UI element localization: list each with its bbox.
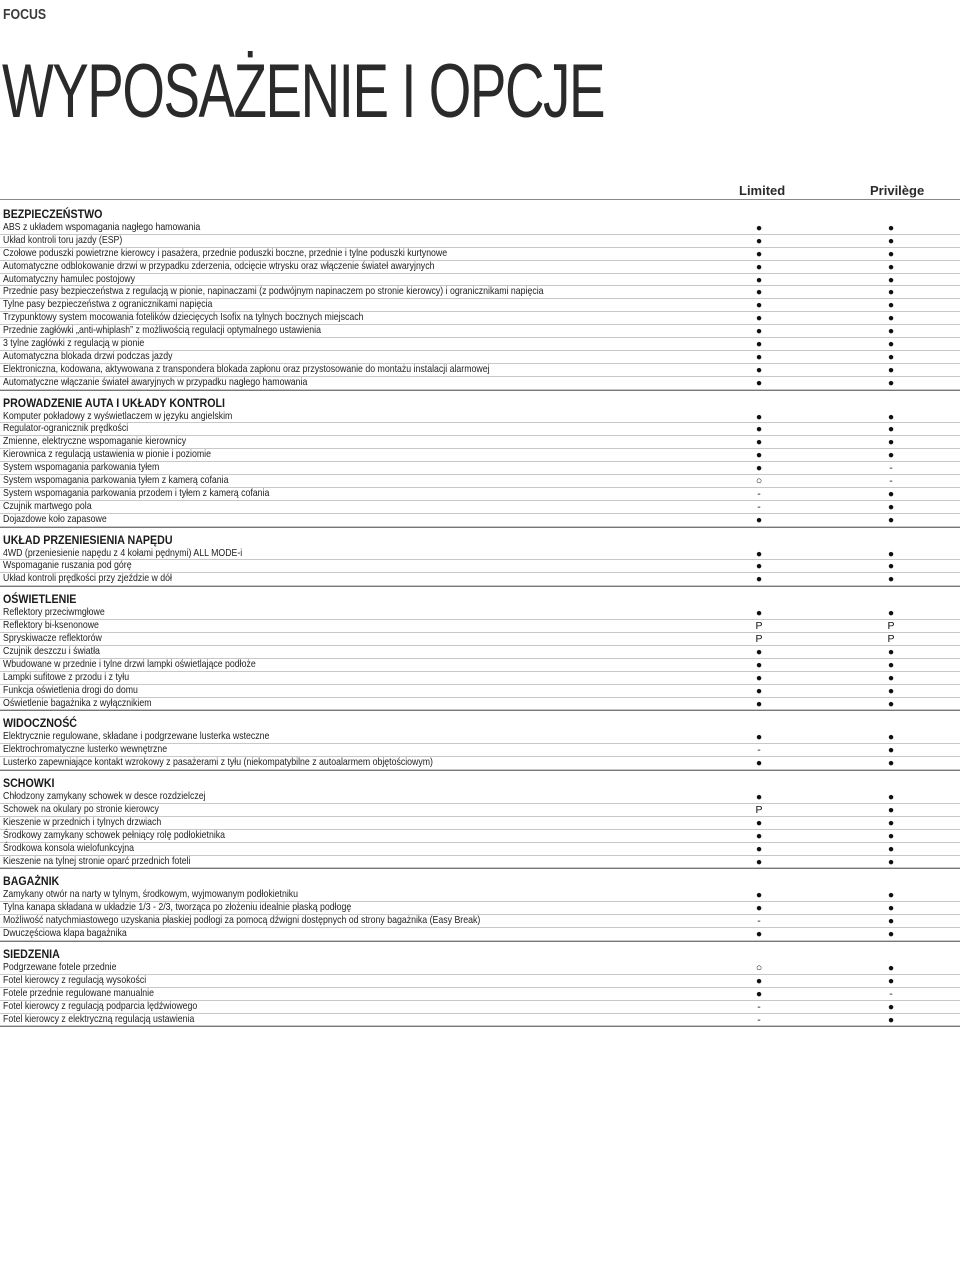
row-label: Wbudowane w przednie i tylne drzwi lampki oświetlające podłoże [3, 658, 256, 670]
limited-value: - [757, 1013, 761, 1026]
table-row [0, 274, 960, 287]
row-label: Schowek na okulary po stronie kierowcy [3, 803, 159, 815]
section [0, 532, 960, 588]
limited-value: ● [755, 222, 763, 234]
row-label: Lusterko zapewniające kontakt wzrokowy z pasażerami z tyłu (niekompatybilne z autoalarmem objętościowym) [3, 757, 433, 769]
row-label: Elektroniczna, kodowana, aktywowana z transpondera blokada zapłonu oraz przystosowanie do montażu instalacji alarmowej [3, 363, 490, 375]
privilege-value: ● [887, 273, 895, 286]
row-label: Funkcja oświetlenia drogi do domu [3, 684, 138, 696]
row-label: Automatyczna blokada drzwi podczas jazdy [3, 350, 173, 362]
table-row [0, 501, 960, 514]
privilege-value: ● [887, 889, 895, 902]
privilege-value: ● [887, 436, 895, 449]
limited-value: ● [755, 260, 763, 273]
section-divider [0, 390, 960, 391]
privilege-value: - [889, 462, 893, 475]
privilege-value: ● [887, 671, 895, 684]
column-header-privilege: Privilège [870, 183, 925, 198]
section-title-text: WIDOCZNOŚĆ [3, 716, 78, 731]
privilege-value: ● [887, 928, 895, 941]
table-row [0, 804, 960, 817]
row-label: Przednie zagłówki „anti-whiplash” z możliwością regulacji optymalnego ustawienia [3, 325, 321, 337]
privilege-value: ● [887, 286, 895, 299]
limited-value: P [755, 620, 763, 633]
privilege-value: ● [887, 902, 895, 915]
table-row [0, 889, 960, 902]
table-row [0, 560, 960, 573]
section [0, 206, 960, 391]
column-header-limited: Limited [739, 183, 786, 198]
row-label: Elektrochromatyczne lusterko wewnętrzne [3, 744, 168, 756]
privilege-value: ● [887, 500, 895, 513]
section-title-text: SCHOWKI [3, 776, 55, 791]
row-label: Elektrycznie regulowane, składane i podgrzewane lusterka wsteczne [3, 731, 270, 743]
table-row [0, 449, 960, 462]
section-divider [0, 941, 960, 942]
table-row [0, 222, 960, 235]
limited-value: ● [755, 731, 763, 744]
limited-value: ● [755, 816, 763, 829]
limited-value: ● [755, 410, 763, 423]
row-label: Układ kontroli prędkości przy zjeździe w dół [3, 573, 172, 585]
row-label: Czujnik martwego pola [3, 500, 92, 512]
row-label: Tylne pasy bezpieczeństwa z ogranicznikami napięcia [3, 299, 213, 311]
privilege-value: ● [887, 312, 895, 325]
limited-value: ● [755, 376, 763, 389]
row-label: Czujnik deszczu i światła [3, 645, 100, 657]
limited-value: ● [755, 902, 763, 915]
privilege-value: ● [887, 299, 895, 312]
row-label: Fotele przednie regulowane manualnie [3, 987, 154, 999]
table-row [0, 830, 960, 843]
table-row [0, 351, 960, 364]
row-label: Regulator-ogranicznik prędkości [3, 423, 129, 435]
limited-value: ● [755, 363, 763, 376]
privilege-value: ● [887, 449, 895, 462]
section [0, 775, 960, 869]
limited-value: ● [755, 842, 763, 855]
section [0, 873, 960, 942]
limited-value: ● [755, 928, 763, 941]
table-row [0, 423, 960, 436]
row-label: Kieszenie w przednich i tylnych drzwiach [3, 816, 162, 828]
privilege-value: ● [887, 338, 895, 351]
privilege-value: ● [887, 816, 895, 829]
limited-value: - [757, 487, 761, 500]
section-divider [0, 1026, 960, 1027]
row-label: Fotel kierowcy z regulacją podparcia lędźwiowego [3, 1000, 198, 1012]
limited-value: ● [755, 791, 763, 804]
row-label: Trzypunktowy system mocowania fotelików dziecięcych Isofix na tylnych bocznych miejscach [3, 312, 364, 324]
privilege-value: ● [887, 791, 895, 804]
limited-value: - [757, 915, 761, 928]
row-label: Automatyczne odblokowanie drzwi w przypadku zderzenia, odcięcie wtrysku oraz włączenie świateł awaryjnych [3, 260, 435, 272]
section-title-text: PROWADZENIE AUTA I UKŁADY KONTROLI [3, 395, 226, 410]
table-row [0, 377, 960, 390]
row-label: Kieszenie na tylnej stronie oparć przednich foteli [3, 855, 191, 867]
row-label: Reflektory przeciwmgłowe [3, 607, 105, 619]
limited-value: ● [755, 855, 763, 868]
section-divider [0, 527, 960, 528]
row-label: Środkowy zamykany schowek pełniący rolę podłokietnika [3, 829, 226, 841]
section-divider [0, 586, 960, 587]
limited-value: ● [755, 286, 763, 299]
row-label: System wspomagania parkowania przodem i tyłem z kamerą cofania [3, 487, 270, 499]
limited-value: ● [755, 684, 763, 697]
table-row [0, 791, 960, 804]
limited-value: ● [755, 234, 763, 247]
table-row [0, 698, 960, 711]
table-row [0, 659, 960, 672]
limited-value: ● [755, 560, 763, 573]
table-row [0, 248, 960, 261]
privilege-value: ● [887, 513, 895, 526]
row-label: 4WD (przeniesienie napędu z 4 kołami pędnymi) ALL MODE-i [3, 547, 243, 559]
limited-value: ● [755, 273, 763, 286]
section-title [0, 946, 960, 962]
privilege-value: ● [887, 234, 895, 247]
table-row [0, 548, 960, 561]
limited-value: ● [755, 645, 763, 658]
table-row [0, 843, 960, 856]
equipment-table [0, 202, 960, 1027]
row-label: Spryskiwacze reflektorów [3, 633, 102, 645]
section-title-text: BAGAŻNIK [3, 874, 60, 889]
section-divider [0, 770, 960, 771]
table-row [0, 607, 960, 620]
table-row [0, 299, 960, 312]
privilege-value: ● [887, 363, 895, 376]
limited-value: ○ [755, 961, 763, 974]
privilege-value: ● [887, 247, 895, 260]
limited-value: ● [755, 449, 763, 462]
privilege-value: ● [887, 855, 895, 868]
limited-value: ● [755, 312, 763, 325]
table-row [0, 514, 960, 527]
privilege-value: ● [887, 645, 895, 658]
section-title [0, 206, 960, 222]
table-row [0, 928, 960, 941]
table-row [0, 757, 960, 770]
privilege-value: ● [887, 487, 895, 500]
limited-value: ● [755, 573, 763, 586]
row-label: Chłodzony zamykany schowek w desce rozdzielczej [3, 791, 206, 803]
privilege-value: ● [887, 607, 895, 620]
limited-value: ● [755, 350, 763, 363]
limited-value: ● [755, 436, 763, 449]
limited-value: - [757, 744, 761, 757]
privilege-value: ● [887, 350, 895, 363]
row-label: Czołowe poduszki powietrzne kierowcy i pasażera, przednie poduszki boczne, przednie i tylne poduszki kurtynowe [3, 247, 448, 259]
row-label: Układ kontroli toru jazdy (ESP) [3, 234, 123, 246]
privilege-value: ● [887, 376, 895, 389]
section-title [0, 532, 960, 548]
limited-value: ● [755, 547, 763, 560]
table-row [0, 364, 960, 377]
limited-value: ● [755, 325, 763, 338]
table-row [0, 338, 960, 351]
limited-value: ● [755, 671, 763, 684]
row-label: Zmienne, elektryczne wspomaganie kierownicy [3, 436, 187, 448]
privilege-value: ● [887, 915, 895, 928]
limited-value: ● [755, 889, 763, 902]
limited-value: ● [755, 607, 763, 620]
section [0, 395, 960, 528]
row-label: Lampki sufitowe z przodu i z tyłu [3, 671, 130, 683]
row-label: Komputer pokładowy z wyświetlaczem w języku angielskim [3, 410, 233, 422]
limited-value: ● [755, 299, 763, 312]
table-row [0, 856, 960, 869]
section-title [0, 873, 960, 889]
row-label: Tylna kanapa składana w układzie 1/3 - 2/3, tworząca po złożeniu idealnie płaską podłogę [3, 902, 352, 914]
table-row [0, 475, 960, 488]
privilege-value: ● [887, 974, 895, 987]
row-label: Automatyczny hamulec postojowy [3, 273, 135, 285]
row-label: Automatyczne włączanie świateł awaryjnych w przypadku nagłego hamowania [3, 376, 308, 388]
table-row [0, 411, 960, 424]
section-title [0, 395, 960, 411]
limited-value: ● [755, 829, 763, 842]
section-title-text: OŚWIETLENIE [3, 592, 77, 607]
table-row [0, 312, 960, 325]
privilege-value: ● [887, 260, 895, 273]
row-label: Możliwość natychmiastowego uzyskania płaskiej podłogi za pomocą dźwigni dostępnych od strony bagażnika (Easy Break) [3, 915, 481, 927]
row-label: Wspomaganie ruszania pod górę [3, 560, 132, 572]
header-divider [0, 199, 960, 200]
privilege-value: ● [887, 1000, 895, 1013]
table-row [0, 573, 960, 586]
table-row [0, 1001, 960, 1014]
table-row [0, 817, 960, 830]
row-label: 3 tylne zagłówki z regulacją w pionie [3, 338, 145, 350]
limited-value: ● [755, 338, 763, 351]
privilege-value: - [889, 475, 893, 488]
table-row [0, 261, 960, 274]
section-title-text: SIEDZENIA [3, 946, 60, 961]
privilege-value: ● [887, 842, 895, 855]
section [0, 715, 960, 771]
limited-value: ○ [755, 475, 763, 488]
row-label: ABS z układem wspomagania nagłego hamowania [3, 222, 201, 233]
brand-label: FOCUS [3, 7, 47, 23]
row-label: Oświetlenie bagażnika z wyłącznikiem [3, 697, 152, 709]
privilege-value: - [889, 987, 893, 1000]
table-row [0, 685, 960, 698]
page-title: WYPOSAŻENIE I OPCJE [2, 49, 605, 134]
table-row [0, 975, 960, 988]
section-title [0, 591, 960, 607]
privilege-value: ● [887, 829, 895, 842]
row-label: Kierownica z regulacją ustawienia w pionie i poziomie [3, 449, 211, 461]
row-label: Dwuczęściowa klapa bagażnika [3, 928, 127, 940]
section-divider [0, 710, 960, 711]
row-label: Podgrzewane fotele przednie [3, 961, 117, 973]
section-title [0, 715, 960, 731]
row-label: Dojazdowe koło zapasowe [3, 513, 107, 525]
row-label: Zamykany otwór na narty w tylnym, środkowym, wyjmowanym podłokietniku [3, 889, 299, 901]
limited-value: ● [755, 658, 763, 671]
table-row [0, 672, 960, 685]
privilege-value: ● [887, 697, 895, 710]
privilege-value: ● [887, 410, 895, 423]
table-row [0, 620, 960, 633]
table-row [0, 988, 960, 1001]
privilege-value: ● [887, 744, 895, 757]
privilege-value: ● [887, 573, 895, 586]
table-row [0, 436, 960, 449]
limited-value: ● [755, 987, 763, 1000]
privilege-value: ● [887, 560, 895, 573]
row-label: Przednie pasy bezpieczeństwa z regulacją w pionie, napinaczami (z podwójnym napinaczem po stronie kierowcy) i ogranicznikami napięcia [3, 286, 544, 298]
section [0, 591, 960, 711]
limited-value: ● [755, 247, 763, 260]
table-row [0, 235, 960, 248]
row-label: Fotel kierowcy z elektryczną regulacją ustawienia [3, 1013, 195, 1025]
row-label: Reflektory bi-ksenonowe [3, 620, 99, 632]
limited-value: ● [755, 462, 763, 475]
privilege-value: P [887, 633, 895, 646]
privilege-value: ● [887, 658, 895, 671]
privilege-value: ● [887, 684, 895, 697]
limited-value: ● [755, 513, 763, 526]
section-divider [0, 868, 960, 869]
section-title [0, 775, 960, 791]
privilege-value: ● [887, 731, 895, 744]
limited-value: - [757, 500, 761, 513]
row-label: Fotel kierowcy z regulacją wysokości [3, 974, 147, 986]
section-title-text: UKŁAD PRZENIESIENIA NAPĘDU [3, 532, 173, 547]
limited-value: ● [755, 423, 763, 436]
table-row [0, 915, 960, 928]
privilege-value: ● [887, 803, 895, 816]
row-label: Środkowa konsola wielofunkcyjna [3, 842, 135, 854]
privilege-value: ● [887, 547, 895, 560]
table-row [0, 1014, 960, 1027]
table-row [0, 633, 960, 646]
privilege-value: ● [887, 961, 895, 974]
row-label: System wspomagania parkowania tyłem z kamerą cofania [3, 475, 229, 487]
privilege-value: ● [887, 1013, 895, 1026]
limited-value: - [757, 1000, 761, 1013]
table-row [0, 462, 960, 475]
privilege-value: ● [887, 222, 895, 234]
row-label: System wspomagania parkowania tyłem [3, 462, 160, 474]
privilege-value: ● [887, 325, 895, 338]
table-row [0, 286, 960, 299]
table-row [0, 744, 960, 757]
section-title-text: BEZPIECZEŃSTWO [3, 207, 103, 221]
limited-value: ● [755, 757, 763, 770]
table-row [0, 962, 960, 975]
limited-value: ● [755, 974, 763, 987]
limited-value: ● [755, 697, 763, 710]
privilege-value: ● [887, 423, 895, 436]
privilege-value: ● [887, 757, 895, 770]
limited-value: P [755, 633, 763, 646]
privilege-value: P [887, 620, 895, 633]
table-row [0, 902, 960, 915]
table-row [0, 488, 960, 501]
table-row [0, 731, 960, 744]
section [0, 946, 960, 1027]
table-row [0, 325, 960, 338]
limited-value: P [755, 803, 763, 816]
table-row [0, 646, 960, 659]
